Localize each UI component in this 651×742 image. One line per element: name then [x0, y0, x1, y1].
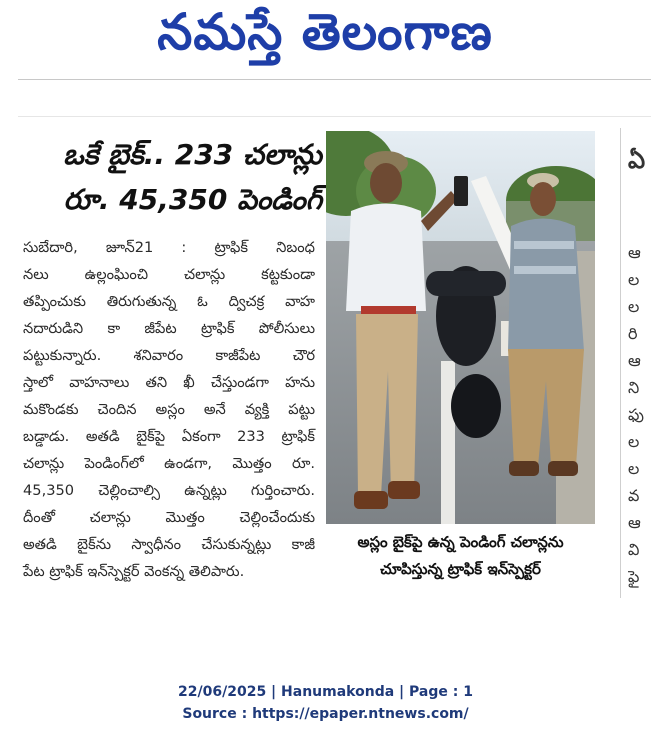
- neighbor-glyph: ల: [628, 297, 640, 316]
- neighbor-glyph: వి: [628, 540, 640, 559]
- article-line: పేట ట్రాఫిక్ ఇన్‌స్పెక్టర్ వెంకన్న తెలిపారు.: [23, 563, 245, 580]
- photo-caption-line-2: చూపిస్తున్న ట్రాఫిక్ ఇన్‌స్పెక్టర్: [380, 560, 541, 578]
- article-line: బడ్డాడు. అతడి బైక్‌పై ఏకంగా 233 ట్రాఫిక్: [23, 428, 315, 445]
- article-line: మకొండకు చెందిన అస్లం అనే వ్యక్తి పట్టు: [23, 401, 315, 418]
- article-line: పట్టుకున్నారు. శనివారం కాజీపేట చౌర: [23, 347, 315, 364]
- neighbor-glyph: రి: [628, 324, 638, 343]
- newspaper-masthead: నమస్తే తెలంగాణ: [157, 2, 493, 61]
- neighbor-headline-glyph: ఏ: [628, 146, 646, 174]
- photo-caption-line-1: అస్లం బైక్‌పై ఉన్న పెండింగ్ చలాన్లను: [357, 533, 564, 551]
- neighbor-glyph: వ: [628, 486, 640, 505]
- article-line: నలు ఉల్లంఘించి చలాన్లు కట్టకుండా: [23, 266, 315, 283]
- article-line: తప్పించుకు తిరుగుతున్న ఓ ద్విచక్ర వాహ: [23, 293, 315, 310]
- neighbor-glyph: ల: [628, 459, 640, 478]
- article-line: చలాన్లు పెండింగ్‌లో ఉండగా, మొత్తం రూ.: [23, 455, 315, 472]
- footer-source-link[interactable]: Source : https://epaper.ntnews.com/: [182, 706, 469, 722]
- neighbor-glyph: ఫు: [628, 405, 644, 424]
- article-line: 45,350 చెల్లించాల్సి ఉన్నట్లు గుర్తించారు.: [23, 482, 315, 499]
- article-line: స్తాలో వాహనాలు తని ఖీ చేస్తుండగా హను: [23, 374, 315, 391]
- article-line: అతడి బైక్‌ను స్వాధీనం చేసుకున్నట్లు కాజీ: [23, 536, 315, 553]
- neighbor-glyph: ఫై: [628, 567, 640, 586]
- neighbor-glyph: ల: [628, 432, 640, 451]
- column-divider: [620, 128, 621, 598]
- neighbor-glyph: ల: [628, 270, 640, 289]
- masthead-divider: [18, 79, 651, 80]
- section-divider: [18, 116, 651, 117]
- neighbor-glyph: ఆ: [628, 513, 641, 532]
- article-body: [23, 234, 315, 585]
- headline-line-2: రూ. 45,350 పెండింగ్: [63, 183, 322, 216]
- article-line: సుబేదారి, జూన్21 : ట్రాఫిక్ నిబంధ: [23, 239, 315, 256]
- article-line: నదారుడిని కా జీపేట ట్రాఫిక్ పోలీసులు: [23, 320, 315, 337]
- headline-line-1: ఒకే బైక్.. 233 చలాన్లు: [63, 138, 322, 171]
- neighbor-glyph: ఆ: [628, 243, 641, 262]
- neighbor-glyph: ని: [628, 378, 640, 397]
- footer-date-edition: 22/06/2025 | Hanumakonda | Page : 1: [178, 684, 473, 700]
- neighbor-glyph: ఆ: [628, 351, 641, 370]
- news-photo: [326, 131, 595, 524]
- article-line: దీంతో చలాన్లు మొత్తం చెల్లించేందుకు: [23, 509, 315, 526]
